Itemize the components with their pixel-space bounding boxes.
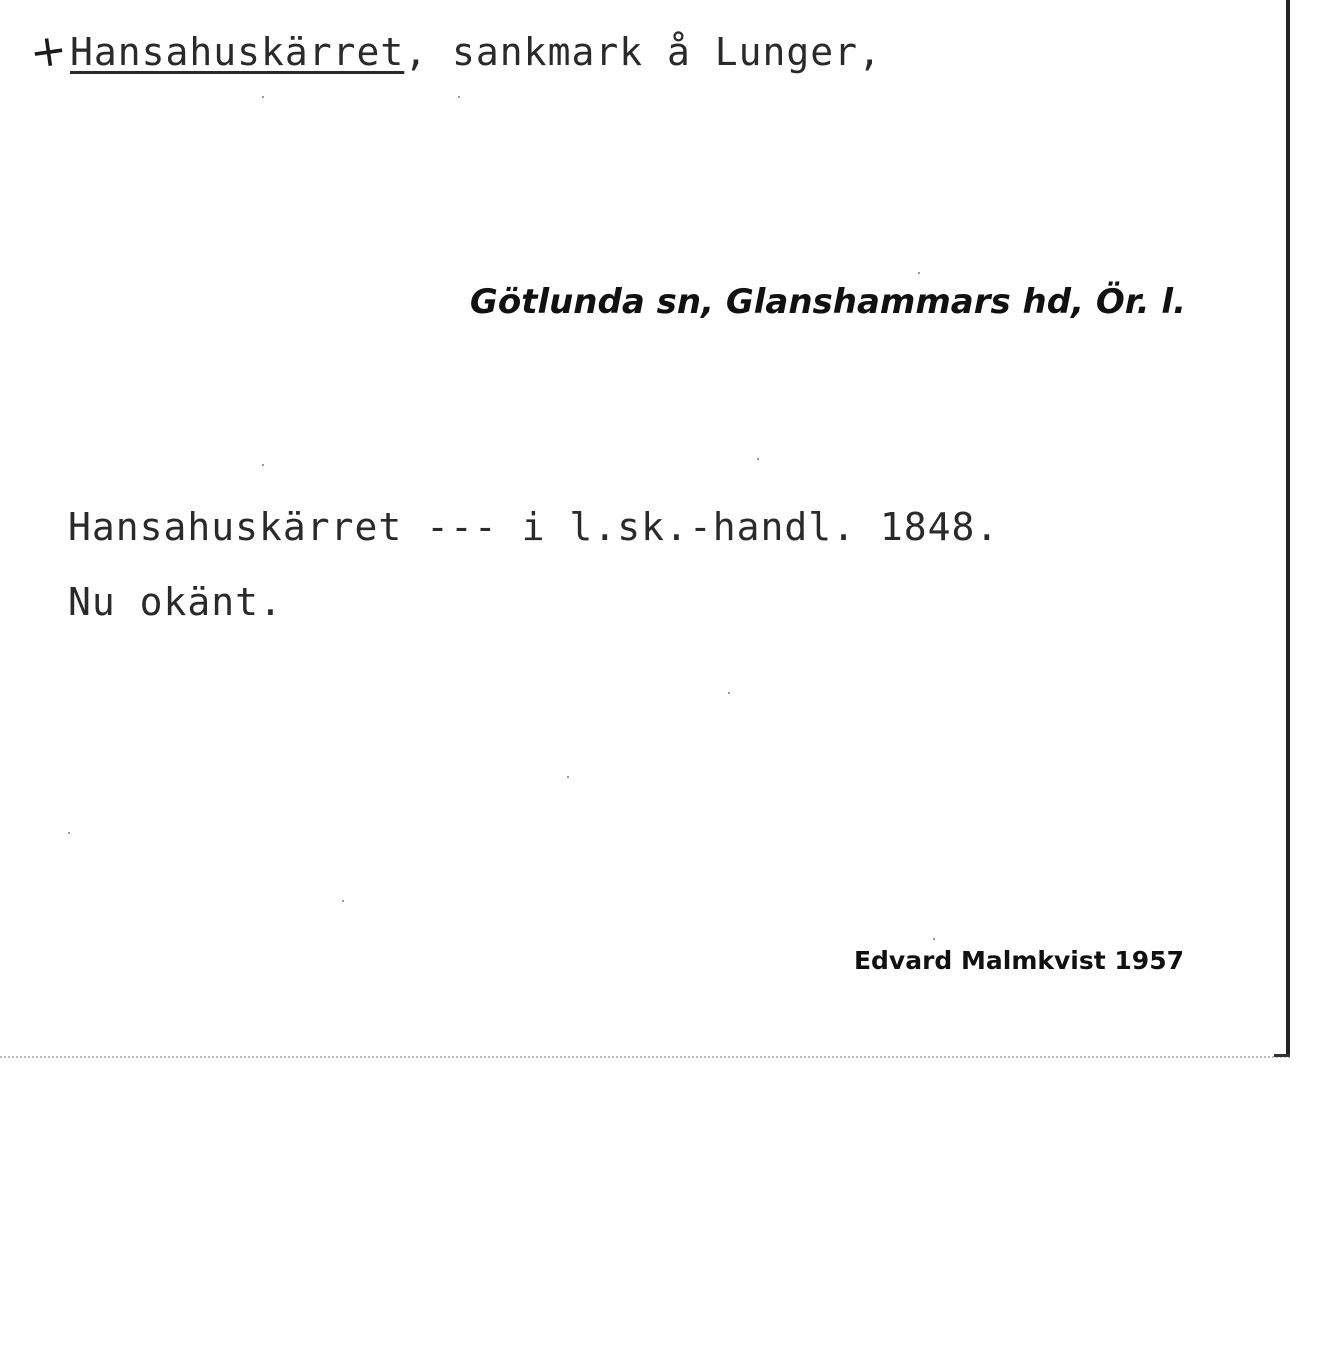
deceased-cross-mark: + xyxy=(26,23,71,80)
paper-speck xyxy=(933,938,935,940)
paper-speck xyxy=(728,692,730,694)
entry-body-line-2: Nu okänt. xyxy=(68,580,283,624)
paper-speck xyxy=(567,776,569,778)
entry-body-line-1: Hansahuskärret --- i l.sk.-handl. 1848. xyxy=(68,505,1000,549)
card-corner-mark xyxy=(1274,1054,1290,1057)
paper-speck xyxy=(342,900,344,902)
parish-location: Götlunda sn, Glanshammars hd, Ör. l. xyxy=(469,282,1186,322)
paper-speck xyxy=(918,272,920,274)
paper-speck xyxy=(458,96,460,98)
entry-heading-rest: , sankmark å Lunger, xyxy=(404,30,882,74)
paper-speck xyxy=(262,96,264,98)
author-signature: Edvard Malmkvist 1957 xyxy=(853,946,1184,975)
paper-speck xyxy=(262,464,264,466)
entry-headword: Hansahuskärret xyxy=(70,30,405,74)
paper-speck xyxy=(68,832,70,834)
paper-speck xyxy=(757,458,759,460)
entry-heading xyxy=(70,30,882,74)
card-bottom-edge xyxy=(0,1056,1290,1058)
card-right-edge xyxy=(1286,0,1290,1056)
